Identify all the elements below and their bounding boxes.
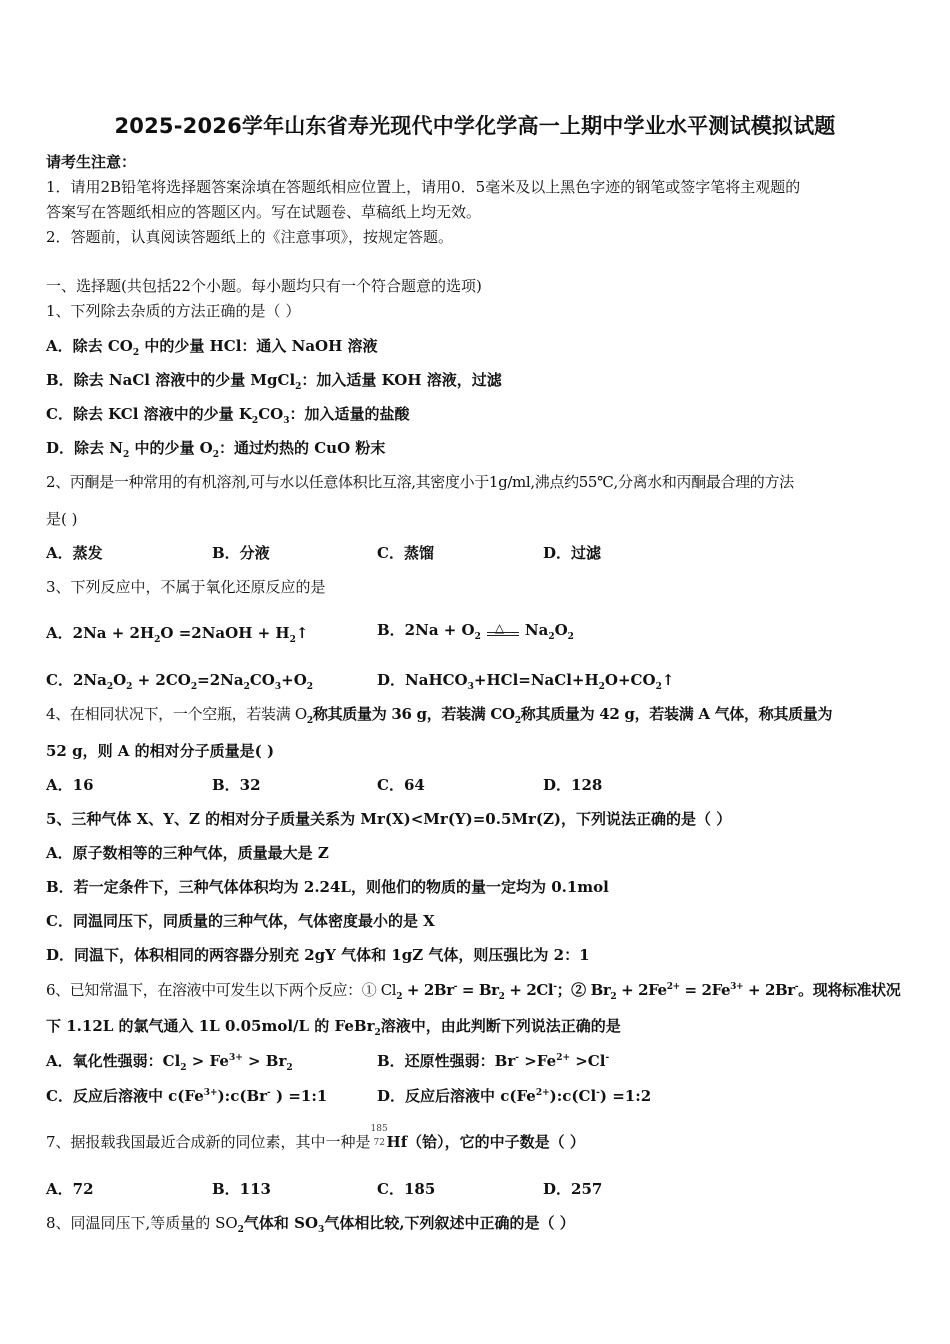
q4-stem-a: 4、在相同状况下，一个空瓶，若装满 $O_2$称其质量为 36 g，若装满 $CO_2$称其质量为 42 g，若装满 A 气体，称其质量为 [46,705,833,726]
q7-option-b: B．113 [212,1180,271,1198]
q2-option-a: A．蒸发 [46,544,103,562]
q6-option-b: B．还原性强弱：$Br^- >Fe^{2+} >Cl^-$ [377,1052,610,1070]
q3-option-c: C．$2Na_2O_2 + 2CO_2=2Na_2CO_3+O_2$ [46,671,314,692]
page-title: 2025-2026学年山东省寿光现代中学化学高一上期中学业水平测试模拟试题 [114,114,836,138]
q2-stem-b: 是( ) [46,510,78,528]
q7-stem: 7、据报载我国最近合成新的同位素，其中一种是 185 72 Hf（铪），它的中子数是（ ） [46,1124,585,1151]
q5-option-b: B．若一定条件下，三种气体体积均为 2.24L，则他们的物质的量一定均为 0.1mol [46,878,609,896]
q3-option-a: A．$2Na + 2H_2O$ =2NaOH + $H_2↑$ [46,624,309,645]
q4-stem-b: 52 g，则 A 的相对分子质量是( ) [46,742,275,760]
q7-option-a: A．72 [46,1180,94,1198]
q5-option-d: D．同温下，体积相同的两容器分别充 2gY 气体和 1gZ 气体，则压强比为 2：1 [46,946,590,964]
q4-option-b: B．32 [212,776,261,794]
q4-option-a: A．16 [46,776,94,794]
q2-stem-a: 2、丙酮是一种常用的有机溶剂,可与水以任意体积比互溶,其密度小于1g/ml,沸点约55℃,分离水和丙酮最合理的方法 [46,473,794,491]
q8-stem: 8、同温同压下,等质量的 $SO_2$气体和 $SO_3$气体相比较,下列叙述中正确的是（ ） [46,1214,575,1235]
q1-option-a: A．除去 $CO_2$ 中的少量 HCl：通入 NaOH 溶液 [46,337,378,358]
q6-stem-a: 6、已知常温下，在溶液中可发生以下两个反应：① $Cl_2 + 2Br^- = Br_2 + 2Cl^-$；② $Br_2 + 2Fe^{2+} = 2Fe^{3+} + 2Br^-$。现将标准状况 [46,981,901,1002]
notice-item-1b: 答案写在答题纸相应的答题区内。写在试题卷、草稿纸上均无效。 [46,203,482,221]
q6-option-d: D．反应后溶液中 $c(Fe^{2+}):c(Cl^-)$ =1:2 [377,1087,652,1105]
notice-item-2: 2．答题前，认真阅读答题纸上的《注意事项》，按规定答题。 [46,228,454,246]
q2-option-b: B．分液 [212,544,270,562]
q6-option-c: C．反应后溶液中 $c(Fe^{3+}):c(Br^-$ ) =1:1 [46,1087,328,1105]
q3-option-b: B．$2Na + O_2$ △ $Na_2O_2$ [377,621,574,642]
q7-option-c: C．185 [377,1180,436,1198]
heating-condition: △ [487,620,519,642]
q4-option-c: C．64 [377,776,425,794]
q5-option-a: A．原子数相等的三种气体，质量最大是 Z [46,844,329,862]
q1-stem: 1、下列除去杂质的方法正确的是（ ） [46,302,301,320]
q5-stem: 5、三种气体 X、Y、Z 的相对分子质量关系为 Mr(X)<Mr(Y)=0.5Mr(Z)，下列说法正确的是（ ） [46,810,732,828]
q5-option-c: C．同温同压下，同质量的三种气体，气体密度最小的是 X [46,912,435,930]
q1-option-d: D．除去 $N_2$ 中的少量 $O_2$：通过灼热的 CuO 粉末 [46,439,386,460]
notice-item-1a: 1．请用2B铅笔将选择题答案涂填在答题纸相应位置上，请用0．5毫米及以上黑色字迹的钢笔或签字笔将主观题的 [46,178,801,196]
q6-stem-b: 下 1.12L 的氯气通入 1L 0.05mol/L 的 FeBr$_2$溶液中，由此判断下列说法正确的是 [46,1017,621,1038]
q4-option-d: D．128 [543,776,603,794]
isotope-notation: 185 72 [370,1124,388,1148]
q6-option-a: A．氧化性强弱：$Cl_2 > Fe^{3+} > Br_2$ [46,1052,293,1073]
section-heading: 一、选择题(共包括22个小题。每小题均只有一个符合题意的选项) [46,277,482,295]
q1-option-c: C．除去 KCl 溶液中的少量 $K_2CO_3$：加入适量的盐酸 [46,405,410,426]
q7-option-d: D．257 [543,1180,603,1198]
q3-option-d: D．$NaHCO_3+HCl=NaCl+H_2O+CO_2↑$ [377,671,675,692]
q2-option-c: C．蒸馏 [377,544,434,562]
q1-option-b: B．除去 NaCl 溶液中的少量 MgCl$_2$：加入适量 KOH 溶液，过滤 [46,371,502,392]
q3-stem: 3、下列反应中，不属于氧化还原反应的是 [46,578,326,596]
notice-heading: 请考生注意： [46,153,137,171]
q2-option-d: D．过滤 [543,544,602,562]
